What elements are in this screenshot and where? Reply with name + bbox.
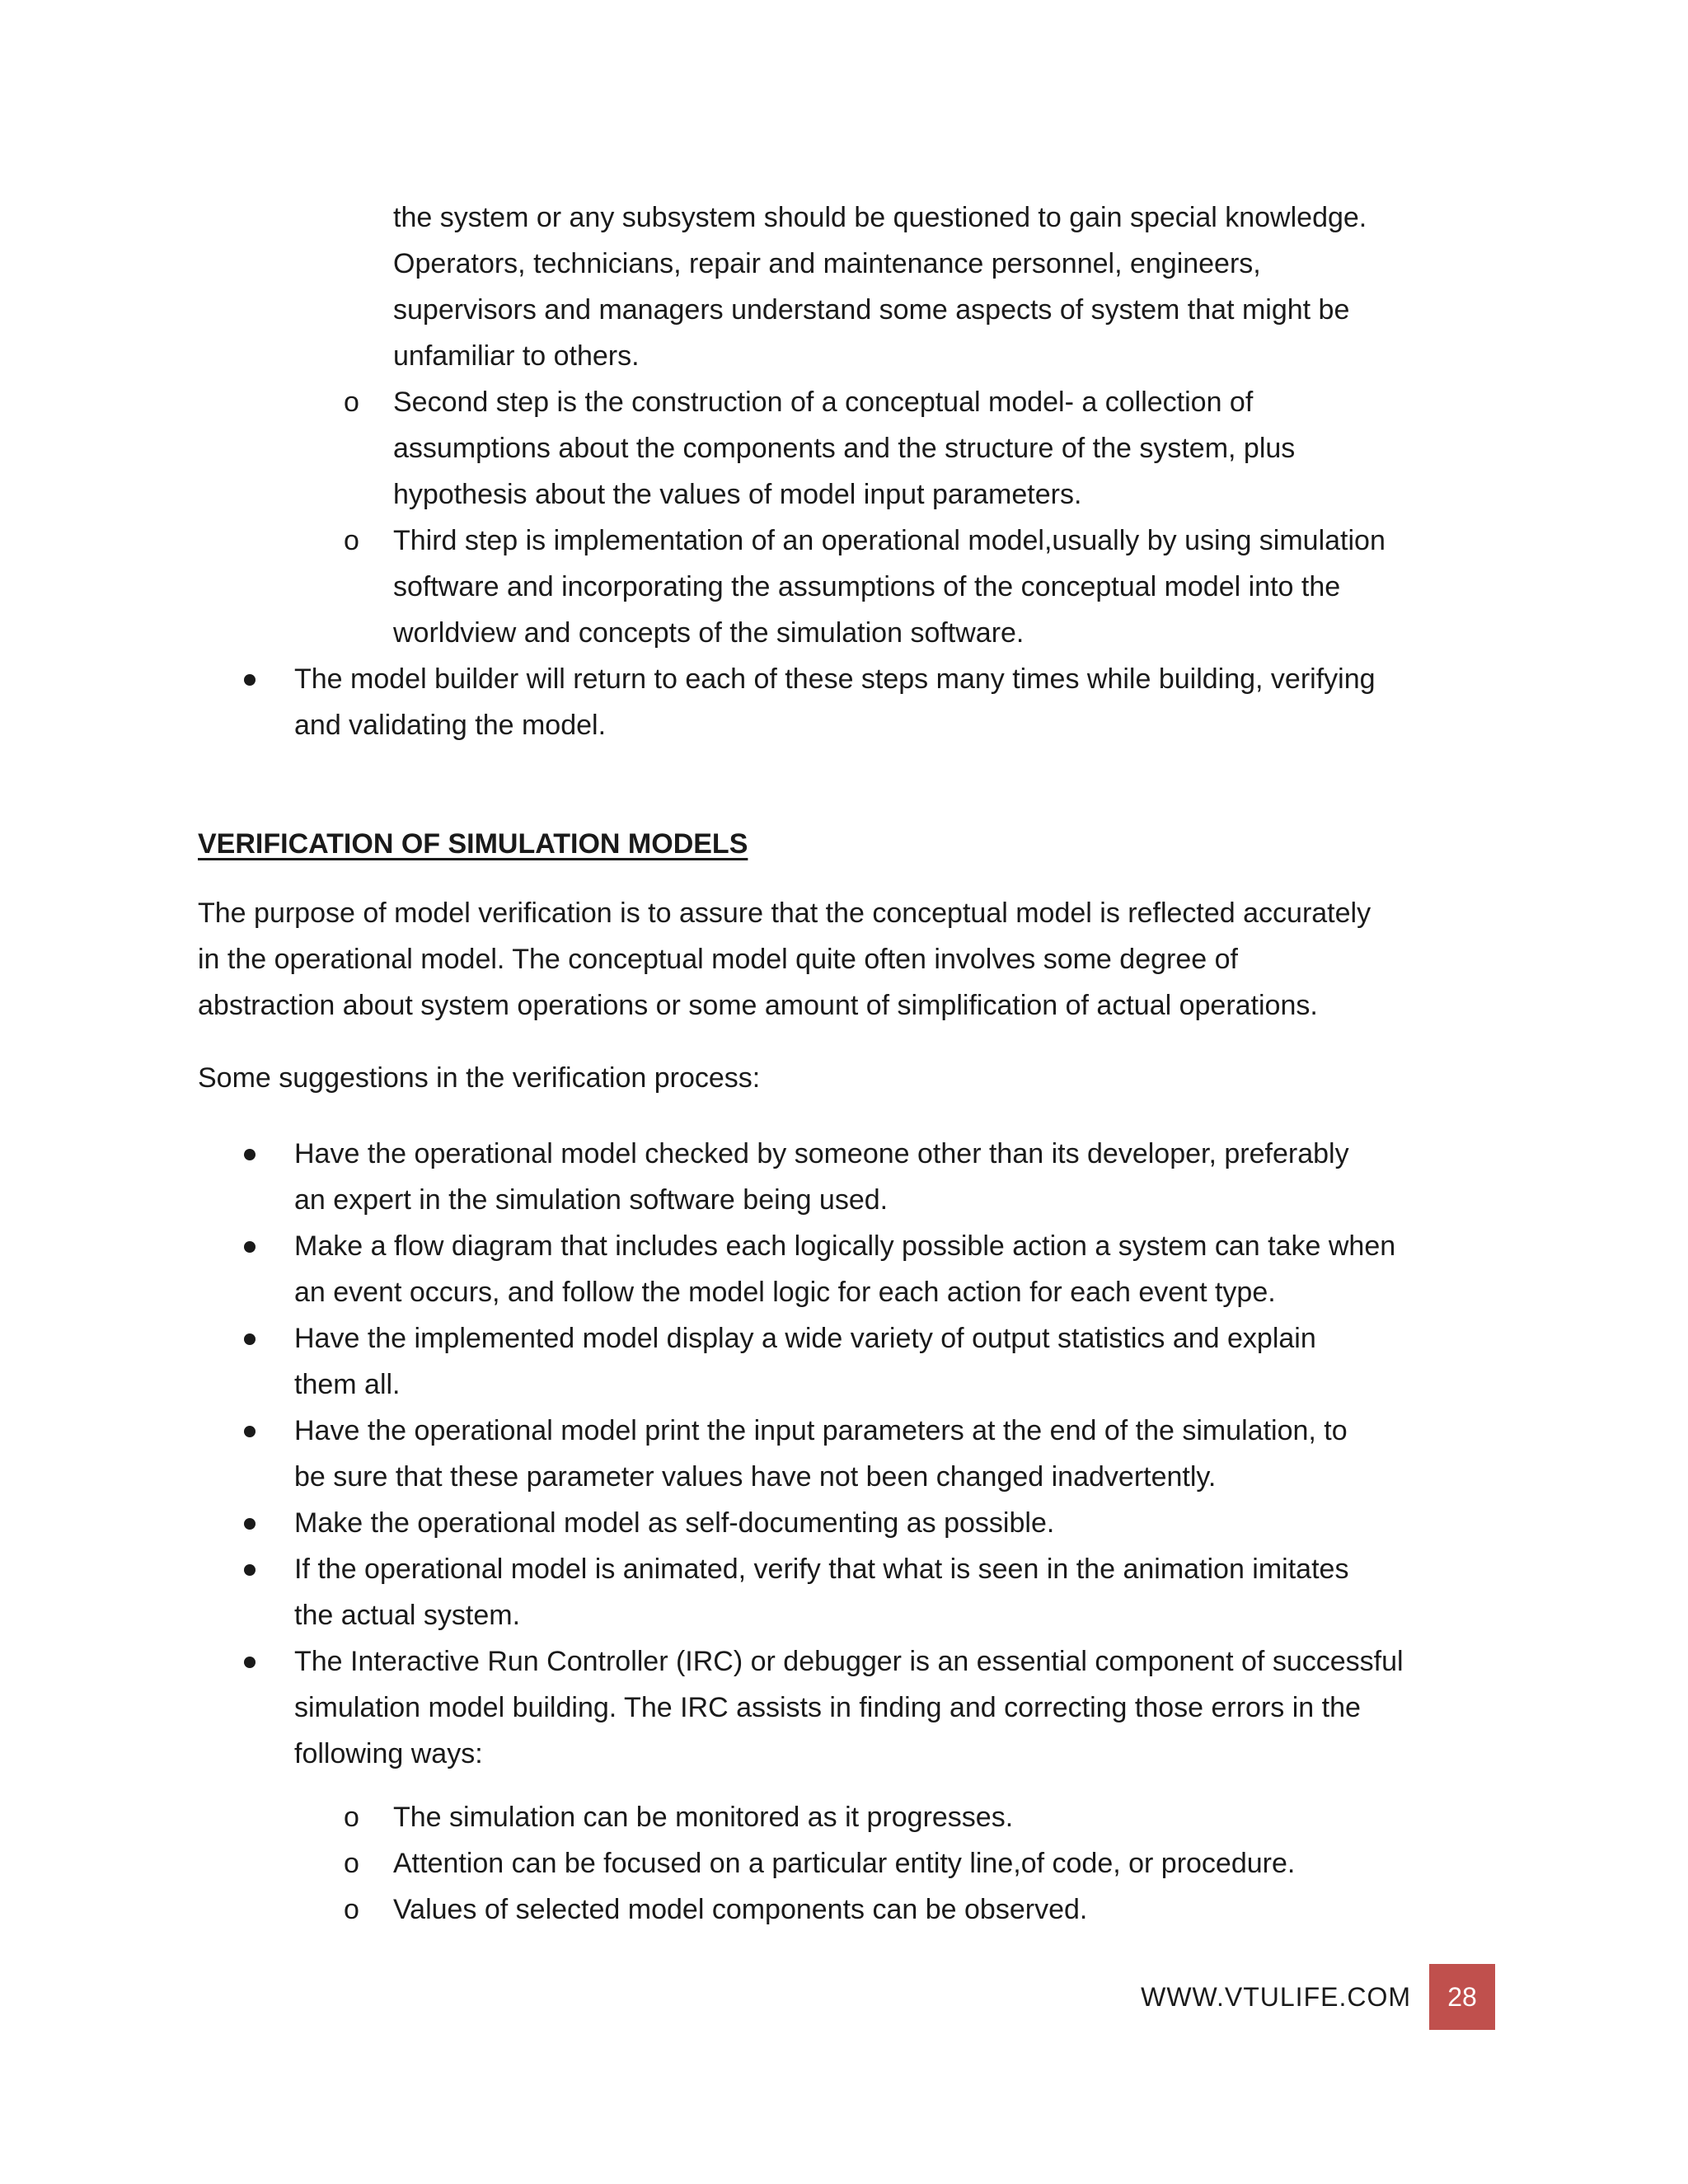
bullet-icon <box>244 1241 256 1253</box>
bullet-list-item <box>198 1500 1517 1546</box>
bullet-line: an expert in the simulation software being used. <box>294 1184 889 1216</box>
suggestions-lead: Some suggestions in the verification process: <box>198 1062 761 1094</box>
bullet-line: Have the operational model checked by someone other than its developer, preferably <box>294 1138 1349 1169</box>
bullet-line: Make the operational model as self-documenting as possible. <box>294 1507 1055 1539</box>
continuation-line: Operators, technicians, repair and maintenance personnel, engineers, <box>393 248 1261 279</box>
sub-list-item <box>330 518 1508 656</box>
bullet-list-item <box>198 1408 1517 1500</box>
section-heading: VERIFICATION OF SIMULATION MODELS <box>198 828 748 860</box>
bullet-icon <box>244 674 256 686</box>
bullet-icon <box>244 1657 256 1668</box>
bullet-line: Make a flow diagram that includes each logically possible action a system can take when <box>294 1230 1396 1262</box>
paragraph-line: abstraction about system operations or some amount of simplification of actual operations. <box>198 990 1318 1021</box>
sub-list-line: software and incorporating the assumptions of the conceptual model into the <box>393 571 1341 602</box>
irc-ways-sub-list <box>330 1794 1508 1933</box>
sub-list-line: Values of selected model components can be observed. <box>393 1894 1088 1925</box>
bullet-line: an event occurs, and follow the model logic for each action for each event type. <box>294 1277 1276 1308</box>
sub-list-item <box>330 1794 1508 1840</box>
continuation-line: unfamiliar to others. <box>393 340 640 372</box>
bullet-line: The model builder will return to each of these steps many times while building, verifying <box>294 663 1376 695</box>
intro-paragraph <box>198 890 1517 1029</box>
sub-list-line: assumptions about the components and the structure of the system, plus <box>393 433 1296 464</box>
continuation-paragraph <box>393 194 1506 379</box>
bullet-line: them all. <box>294 1369 401 1400</box>
bullet-line: The Interactive Run Controller (IRC) or debugger is an essential component of successful <box>294 1646 1404 1677</box>
bullet-line: be sure that these parameter values have not been changed inadvertently. <box>294 1461 1217 1493</box>
footer-site-link[interactable]: WWW.VTULIFE.COM <box>1141 1981 1411 2012</box>
page-number-badge: 28 <box>1429 1964 1495 2030</box>
bullet-line: following ways: <box>294 1738 483 1769</box>
bullet-icon <box>244 1518 256 1530</box>
bullet-icon <box>244 1333 256 1345</box>
bullet-line: Have the implemented model display a wide variety of output statistics and explain <box>294 1323 1316 1354</box>
hollow-bullet-icon: o <box>344 525 359 556</box>
suggestions-bullet-list <box>198 1131 1517 1777</box>
hollow-bullet-icon: o <box>344 1894 359 1925</box>
bullet-list-item <box>198 1546 1517 1638</box>
hollow-bullet-icon: o <box>344 387 359 418</box>
bullet-icon <box>244 1426 256 1437</box>
sub-list-line: Second step is the construction of a conceptual model- a collection of <box>393 387 1254 418</box>
bullet-icon <box>244 1564 256 1576</box>
sub-list-line: hypothesis about the values of model input parameters. <box>393 479 1082 510</box>
bullet-line: simulation model building. The IRC assists in finding and correcting those errors in the <box>294 1692 1361 1723</box>
steps-sub-list <box>330 379 1508 656</box>
page-footer <box>1141 1964 1495 2030</box>
bullet-line: Have the operational model print the input parameters at the end of the simulation, to <box>294 1415 1348 1446</box>
sub-list-item <box>330 379 1508 518</box>
bullet-icon <box>244 1149 256 1160</box>
bullet-list-item <box>198 1315 1517 1408</box>
bullet-line: the actual system. <box>294 1600 521 1631</box>
sub-list-line: Attention can be focused on a particular entity line,of code, or procedure. <box>393 1848 1296 1879</box>
sub-list-line: Third step is implementation of an operational model,usually by using simulation <box>393 525 1386 556</box>
continuation-line: supervisors and managers understand some aspects of system that might be <box>393 294 1350 326</box>
bullet-list-item <box>198 1131 1517 1223</box>
sub-list-item <box>330 1840 1508 1886</box>
sub-list-item <box>330 1886 1508 1933</box>
bullet-list-item <box>198 1638 1517 1777</box>
hollow-bullet-icon: o <box>344 1848 359 1879</box>
sub-list-line: worldview and concepts of the simulation software. <box>393 617 1025 649</box>
top-bullet-list <box>198 656 1517 748</box>
hollow-bullet-icon: o <box>344 1802 359 1833</box>
bullet-line: and validating the model. <box>294 710 607 741</box>
bullet-list-item <box>198 1223 1517 1315</box>
continuation-line: the system or any subsystem should be questioned to gain special knowledge. <box>393 202 1367 233</box>
bullet-line: If the operational model is animated, verify that what is seen in the animation imitates <box>294 1554 1349 1585</box>
paragraph-line: in the operational model. The conceptual model quite often involves some degree of <box>198 944 1238 975</box>
paragraph-line: The purpose of model verification is to assure that the conceptual model is reflected accurately <box>198 898 1372 929</box>
sub-list-line: The simulation can be monitored as it progresses. <box>393 1802 1014 1833</box>
bullet-list-item <box>198 656 1517 748</box>
